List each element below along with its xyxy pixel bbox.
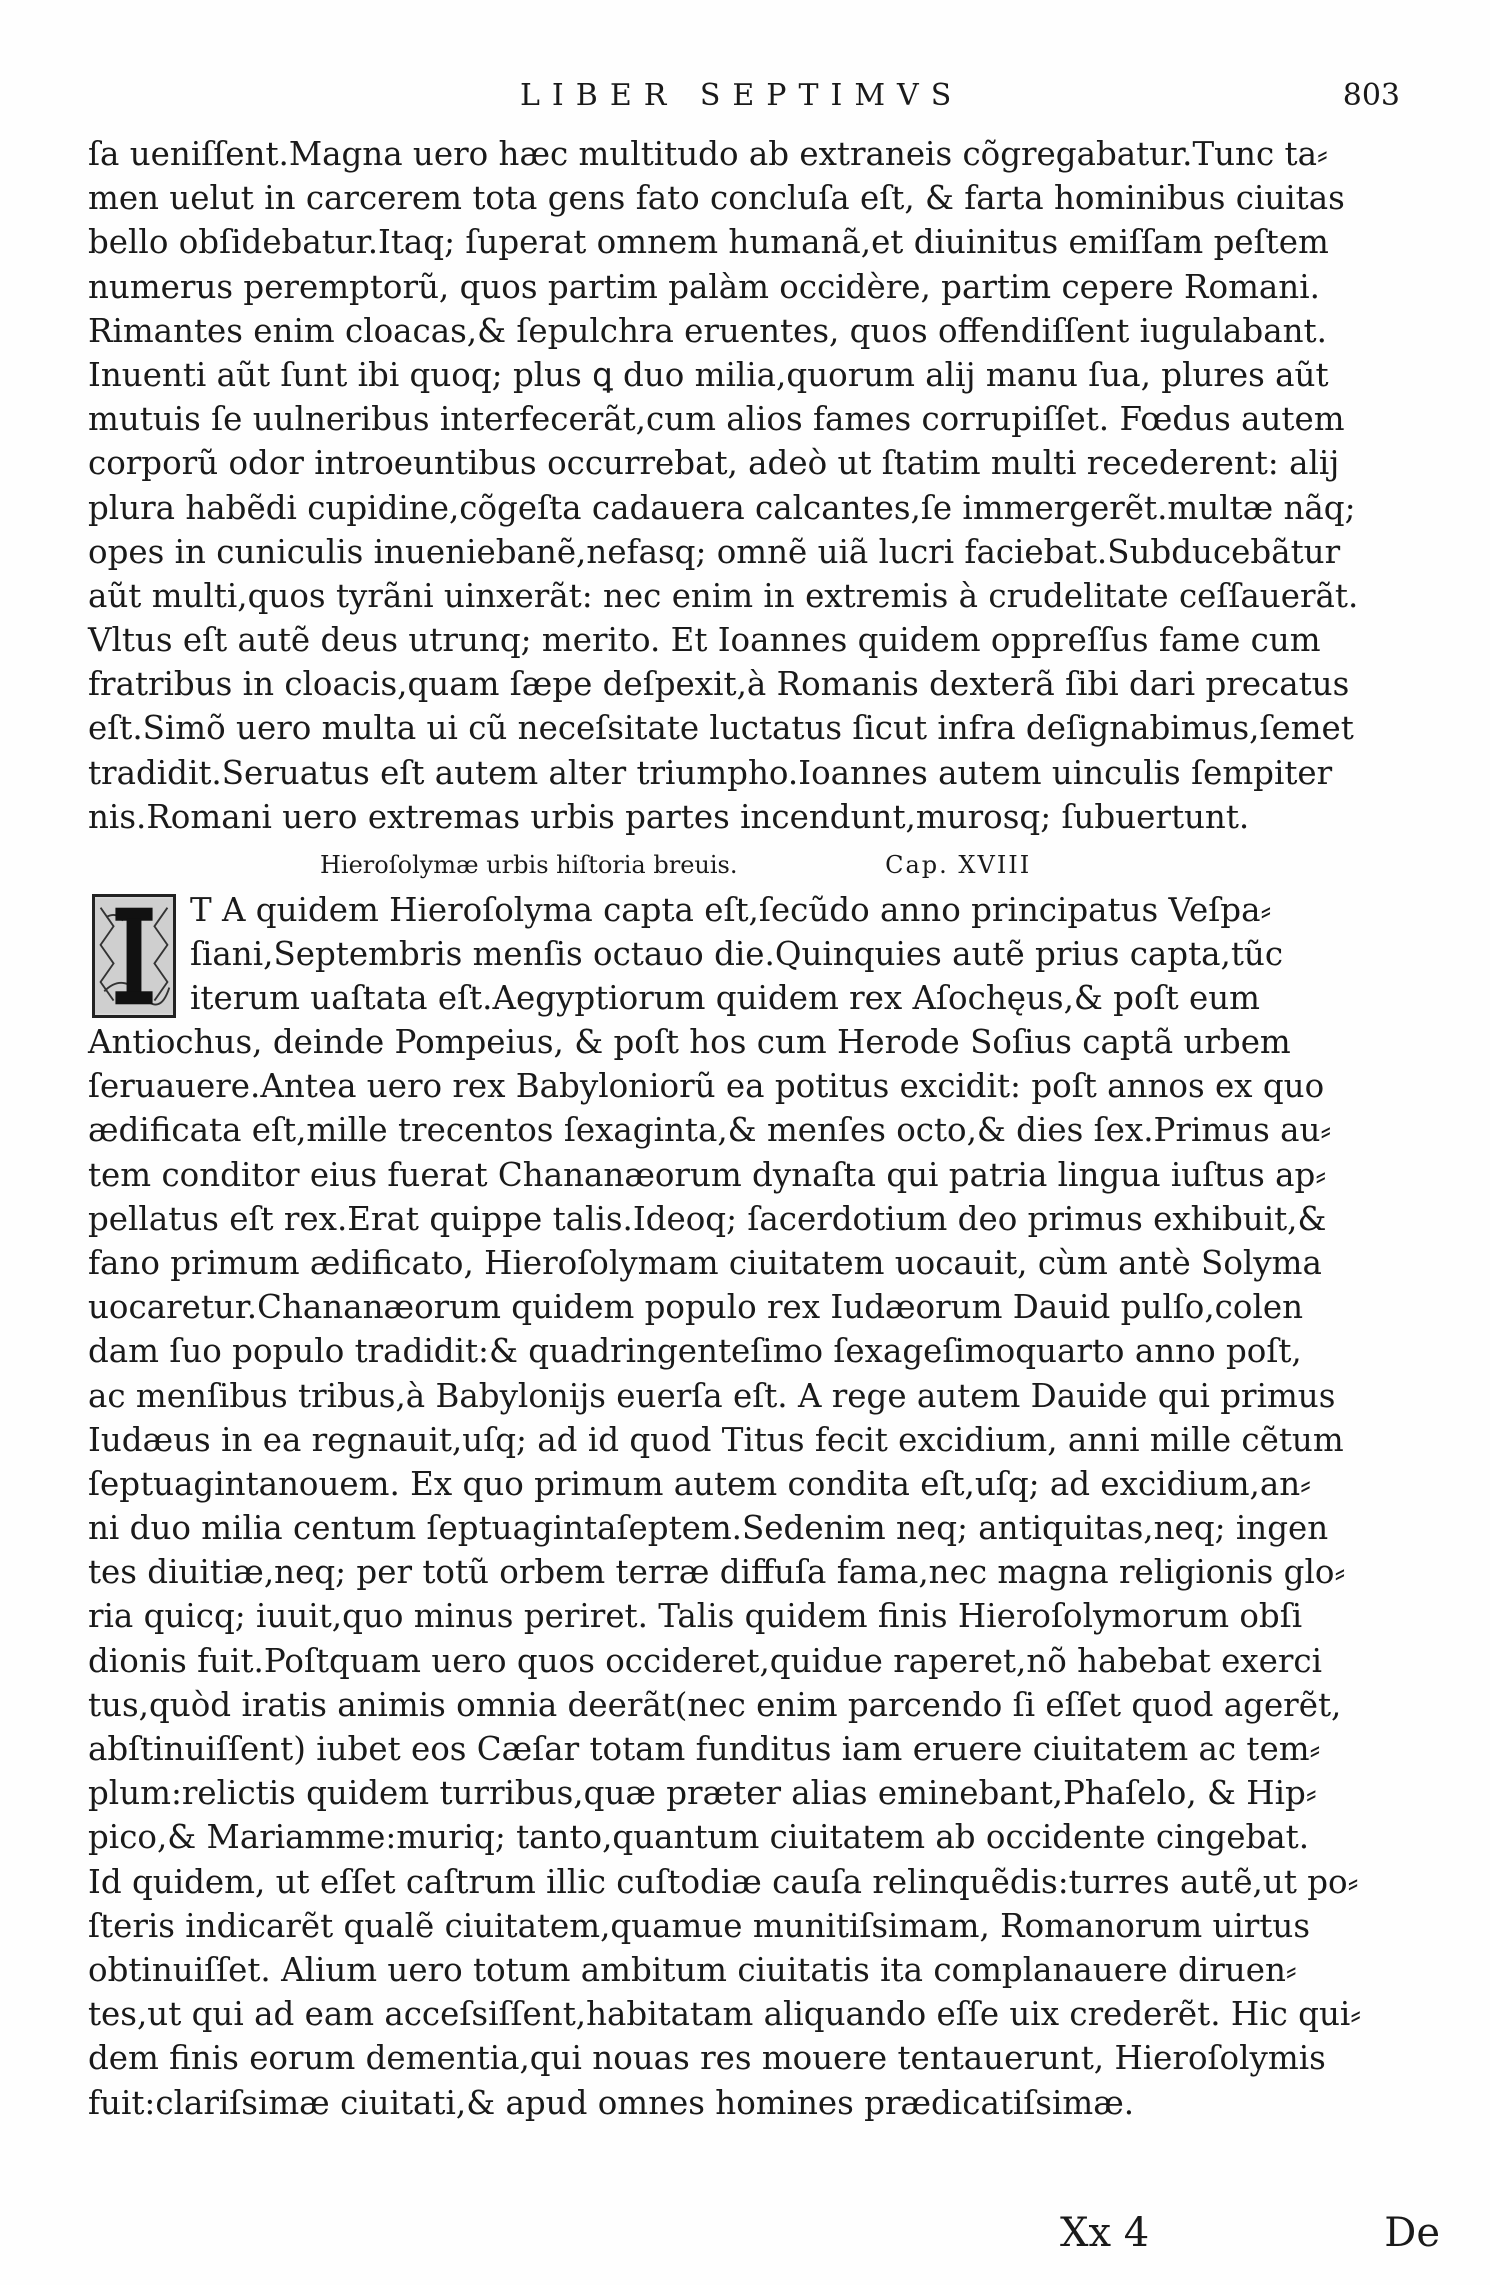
text-line: tus,quòd iratis animis omnia deerãt(nec enim parcendo ſi eſſet quod agerẽt,: [88, 1685, 1342, 1724]
catchword: De: [1384, 2210, 1440, 2256]
text-line: ni duo milia centum ſeptuagintaſeptem.Sedenim neq; antiquitas,neq; ingen: [88, 1509, 1329, 1548]
text-line: pico,& Mariamme:muriq; tanto,quantum ciuitatem ab occidente cingebat.: [88, 1818, 1310, 1857]
text-line: Id quidem, ut eſſet caſtrum illic cuſtodiæ cauſa relinquẽdis:turres autẽ,ut po⸗: [88, 1862, 1359, 1901]
text-line: uocaretur.Chananæorum quidem populo rex Iudæorum Dauid pulſo,colen: [88, 1288, 1304, 1327]
text-line: dem finis eorum dementia,qui nouas res mouere tentauerunt, Hieroſolymis: [88, 2039, 1326, 2078]
text-line: pellatus eſt rex.Erat quippe talis.Ideoq; ſacerdotium deo primus exhibuit,&: [88, 1199, 1327, 1238]
text-line: plum:relictis quidem turribus,quæ præter alias eminebant,Phaſelo, & Hip⸗: [88, 1774, 1317, 1813]
text-line: ac menſibus tribus,à Babylonijs euerſa eſt. A rege autem Dauide qui primus: [88, 1376, 1336, 1415]
woodcut-initial-icon: [95, 897, 173, 1015]
text-line: numerus peremptorũ, quos partim palàm occidère, partim cepere Romani.: [88, 267, 1320, 306]
chapter-number: Cap. XVIII: [885, 851, 1032, 879]
text-line: fratribus in cloacis,quam ſæpe deſpexit,à Romanis dexterã ſibi dari precatus: [88, 665, 1350, 704]
text-line: tes diuitiæ,neq; per totũ orbem terræ diffuſa fama,nec magna religionis glo⸗: [88, 1553, 1346, 1592]
top-text-block: [88, 132, 1358, 839]
page-header: [90, 78, 1400, 128]
text-line: plura habẽdi cupidine,cõgeſta cadauera calcantes,ſe immergerẽt.multæ nãq;: [88, 488, 1356, 527]
text-line: opes in cuniculis inueniebanẽ,nefasq; omnẽ uiã lucri faciebat.Subducebãtur: [88, 532, 1341, 571]
text-line: Iudæus in ea regnauit,uſq; ad id quod Titus fecit excidium, anni mille cẽtum: [88, 1420, 1344, 1459]
text-line: aũt multi,quos tyrãni uinxerãt: nec enim in extremis à crudelitate ceſſauerãt.: [88, 576, 1359, 615]
text-line: iterum uaſtata eſt.Aegyptiorum quidem rex Aſochęus,& poſt eum: [190, 979, 1260, 1018]
chapter-heading: [320, 851, 1031, 879]
chapter-opening-lines: [190, 888, 1283, 1021]
text-line: Antiochus, deinde Pompeius, & poſt hos cum Herode Soſius captã urbem: [88, 1023, 1291, 1061]
text-line: corporũ odor introeuntibus occurrebat, adeò ut ſtatim multi recederent: alij: [88, 444, 1340, 483]
text-line: ſteris indicarẽt qualẽ ciuitatem,quamue munitiſsimam, Romanorum uirtus: [88, 1906, 1311, 1945]
text-line: dionis fuit.Poſtquam uero quos occideret,quidue raperet,nõ habebat exerci: [88, 1641, 1323, 1680]
chapter-body: [88, 1020, 1361, 2125]
text-line: abſtinuiſſent) iubet eos Cæſar totam funditus iam eruere ciuitatem ac tem⸗: [88, 1730, 1321, 1768]
text-line: tes,ut qui ad eam acceſsiſſent,habitatam aliquando eſſe uix crederẽt. Hic qui⸗: [88, 1995, 1362, 2034]
text-line: nis.Romani uero extremas urbis partes incendunt,murosq; ſubuertunt.: [88, 797, 1250, 836]
text-line: ſeptuagintanouem. Ex quo primum autem condita eſt,uſq; ad excidium,an⸗: [88, 1464, 1311, 1503]
text-line: eſt.Simõ uero multa ui cũ neceſsitate luctatus ſicut infra deſignabimus,ſemet: [88, 709, 1354, 748]
text-line: Vltus eſt autẽ deus utrunq; merito. Et Ioannes quidem oppreſſus fame cum: [88, 621, 1321, 660]
text-line: ſiani,Septembris menſis octauo die.Quinquies autẽ prius capta,tũc: [190, 935, 1284, 974]
text-line: obtinuiſſet. Alium uero totum ambitum ciuitatis ita complanauere diruen⸗: [88, 1950, 1297, 1989]
text-line: tradidit.Seruatus eſt autem alter triumpho.Ioannes autem uinculis ſempiter: [88, 753, 1333, 792]
running-head: LIBER SEPTIMVS: [520, 78, 964, 113]
page-number: 803: [1342, 78, 1400, 113]
text-line: T A quidem Hieroſolyma capta eſt,ſecũdo anno principatus Veſpa⸗: [190, 891, 1272, 929]
decorated-initial-I: [92, 894, 176, 1018]
text-line: Inuenti aũt ſunt ibi quoq; plus ꝗ duo milia,quorum alij manu ſua, plures aũt: [88, 355, 1329, 394]
text-line: bello obſidebatur.Itaq; ſuperat omnem humanã,et diuinitus emiſſam peſtem: [88, 223, 1329, 262]
text-line: fuit:clariſsimæ ciuitati,& apud omnes homines prædicatiſsimæ.: [88, 2083, 1135, 2122]
signature-mark: Xx 4: [1060, 2210, 1150, 2256]
text-line: dam ſuo populo tradidit:& quadringenteſimo ſexageſimoquarto anno poſt,: [88, 1332, 1302, 1371]
text-line: ria quicq; iuuit,quo minus periret. Talis quidem finis Hieroſolymorum obſi: [88, 1597, 1303, 1636]
text-line: fano primum ædificato, Hieroſolymam ciuitatem uocauit, cùm antè Solyma: [88, 1243, 1322, 1282]
text-line: ſa ueniſſent.Magna uero hæc multitudo ab extraneis cõgregabatur.Tunc ta⸗: [88, 135, 1328, 173]
text-line: mutuis ſe uulneribus interfecerãt,cum alios fames corrupiſſet. Fœdus autem: [88, 400, 1345, 439]
text-line: Rimantes enim cloacas,& ſepulchra eruentes, quos offendiſſent iugulabant.: [88, 311, 1327, 350]
page-footer: [1060, 2210, 1440, 2260]
text-line: men uelut in carcerem tota gens fato concluſa eſt, & farta hominibus ciuitas: [88, 179, 1345, 218]
text-line: tem conditor eius fuerat Chananæorum dynaſta qui patria lingua iuſtus ap⸗: [88, 1155, 1327, 1194]
text-line: ædificata eſt,mille trecentos ſexaginta,& menſes octo,& dies ſex.Primus au⸗: [88, 1111, 1332, 1150]
text-line: ſeruauere.Antea uero rex Babyloniorũ ea potitus excidit: poſt annos ex quo: [88, 1067, 1325, 1106]
chapter-title: Hieroſolymæ urbis hiſtoria breuis.: [320, 851, 738, 879]
